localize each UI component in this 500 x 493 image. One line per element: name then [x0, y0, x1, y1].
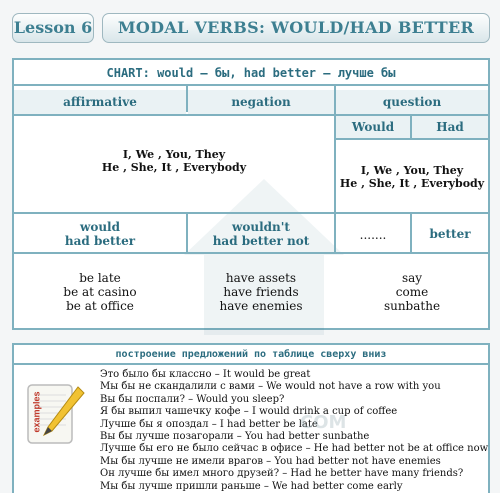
verb-phrase: be at office	[66, 299, 134, 313]
modal-word: had better not	[212, 234, 310, 248]
col-header-affirmative: affirmative	[14, 90, 186, 114]
modal-word: would	[79, 220, 120, 234]
verb-phrase: say	[401, 271, 423, 285]
modal-word: wouldn't	[232, 220, 290, 234]
verbs-affirmative	[14, 271, 186, 313]
grid-line	[186, 212, 188, 254]
example-line: Он лучше бы имел много друзей? – Had he better have many friends?	[100, 468, 464, 480]
example-line: Мы бы лучше не имели врагов – You had better not have enemies	[100, 455, 441, 467]
examples-icon-label: examples	[31, 391, 42, 433]
examples-list	[100, 369, 489, 493]
grid-line	[410, 116, 412, 140]
lesson-badge: Lesson 6	[12, 13, 94, 43]
col-header-question: question	[336, 90, 488, 114]
grid-line	[336, 138, 488, 140]
chart-title: CHART: would – бы, had better – лучше бы	[14, 60, 488, 86]
modal-affirmative	[14, 220, 186, 248]
grid-line	[334, 212, 336, 254]
subjects-left	[14, 148, 334, 174]
grid-line	[14, 114, 488, 116]
modal-negation	[188, 220, 334, 248]
modal-question-better: better	[429, 227, 471, 241]
grid-line	[186, 86, 188, 112]
lesson-header	[12, 13, 490, 43]
subject-line: He , She, It , Everybody	[101, 161, 247, 174]
verb-phrase: have enemies	[219, 299, 303, 313]
watermark-text: COM	[300, 412, 347, 433]
subject-line: I, We , You, They	[360, 164, 464, 177]
modal-word: had better	[64, 234, 136, 248]
example-line: Это было бы классно – It would be great	[100, 369, 311, 380]
example-line: Я бы выпил чашечку кофе – I would drink a cup of coffee	[100, 406, 398, 418]
example-line: Мы бы лучше пришли раньше – We had better come early	[100, 480, 403, 492]
verbs-question	[336, 271, 488, 313]
examples-icon	[22, 379, 88, 451]
col-header-negation: negation	[188, 90, 334, 114]
example-line: Лучше бы его не было сейчас в офисе – He had better not be at office now	[100, 443, 489, 455]
subjects-right	[336, 164, 488, 190]
subject-line: He , She, It , Everybody	[339, 177, 485, 190]
grid-line	[410, 212, 412, 254]
grammar-chart	[12, 58, 490, 330]
modal-question-blank: .......	[359, 228, 387, 242]
grid-line	[14, 252, 488, 254]
example-line: Вы бы лучше позагорали – You had better sunbathe	[100, 431, 370, 443]
verb-phrase: sunbathe	[383, 299, 441, 313]
example-line: Вы бы поспали? – Would you sleep?	[100, 393, 285, 405]
grid-line	[334, 86, 336, 214]
example-line: Лучше бы я опоздал – I had better be late	[100, 418, 318, 430]
question-sub-would: Would	[336, 116, 410, 138]
verb-phrase: be at casino	[63, 285, 137, 299]
verb-phrase: have friends	[223, 285, 299, 299]
lesson-title: MODAL VERBS: WOULD/HAD BETTER	[102, 13, 490, 43]
verb-phrase: have assets	[225, 271, 297, 285]
grid-line	[14, 212, 488, 214]
example-line: Мы бы не скандалили с вами – We would not have a row with you	[100, 381, 441, 393]
verb-phrase: be late	[79, 271, 121, 285]
subject-line: I, We , You, They	[122, 148, 226, 161]
examples-title: построение предложений по таблице сверху вниз	[14, 345, 488, 365]
examples-panel	[12, 343, 490, 493]
verbs-negation	[188, 271, 334, 313]
question-sub-had: Had	[412, 116, 488, 138]
verb-phrase: come	[395, 285, 429, 299]
